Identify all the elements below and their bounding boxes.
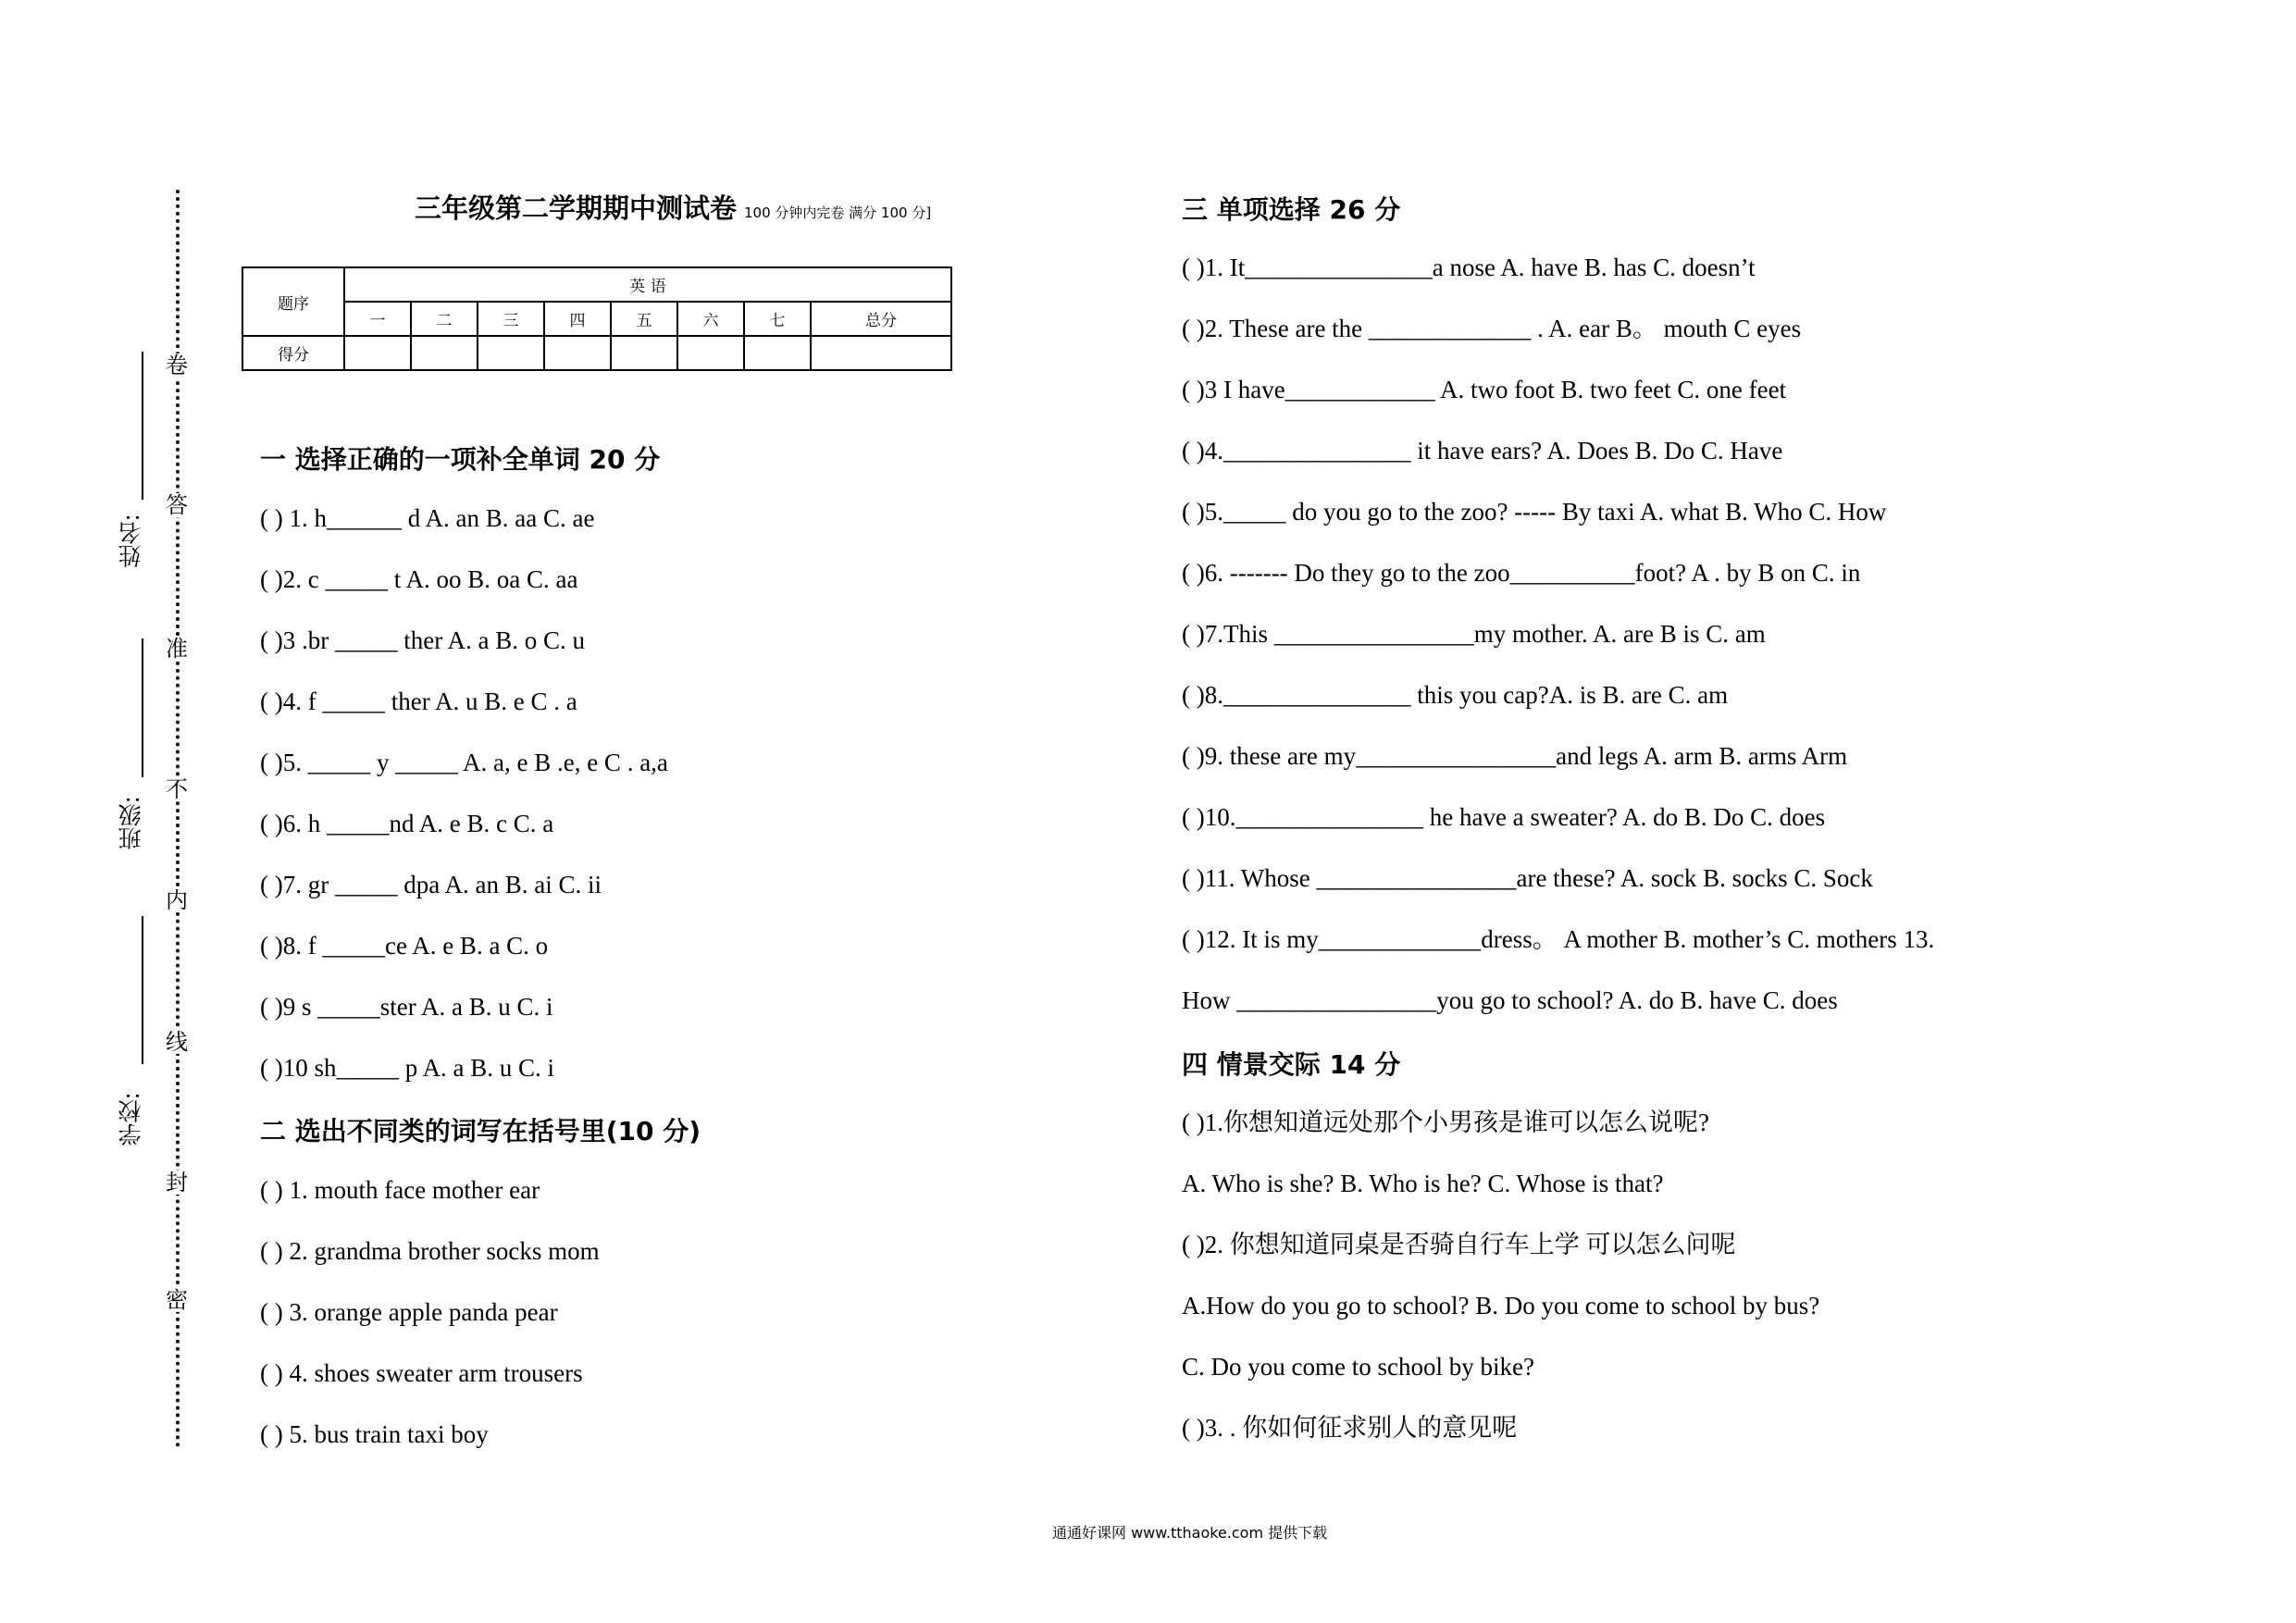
section3-item: ( )8._______________ this you cap?A. is B. are C. am xyxy=(1182,681,1729,709)
seal-char: 内 xyxy=(166,887,188,913)
section1-item: ( )8. f _____ce A. e B. a C. o xyxy=(260,932,549,960)
section3-item: How ________________you go to school? A. do B. have C. does xyxy=(1182,986,1838,1014)
seal-char: 不 xyxy=(166,776,188,802)
section2-heading: 二 选出不同类的词写在括号里(10 分) xyxy=(260,1116,701,1146)
section4-item: ( )1.你想知道远处那个小男孩是谁可以怎么说呢? xyxy=(1182,1109,1709,1136)
section3-item: ( )5._____ do you go to the zoo? ----- By taxi A. what B. Who C. How xyxy=(1182,498,1887,526)
section4-item: C. Do you come to school by bike? xyxy=(1182,1353,1534,1381)
section1-item: ( )10 sh_____ p A. a B. u C. i xyxy=(260,1054,555,1082)
section3-item: ( )10._______________ he have a sweater? A. do B. Do C. does xyxy=(1182,803,1826,831)
section3-item: ( )7.This ________________my mother. A. are B is C. am xyxy=(1182,620,1766,648)
section1-heading: 一 选择正确的一项补全单词 20 分 xyxy=(260,444,661,475)
section3-item: ( )4._______________ it have ears? A. Does B. Do C. Have xyxy=(1182,437,1783,465)
section1-item: ( ) 1. h______ d A. an B. aa C. ae xyxy=(260,504,595,532)
column-header: 一 xyxy=(344,302,411,336)
section4-heading: 四 情景交际 14 分 xyxy=(1182,1049,1401,1080)
section4-item: ( )3. . 你如何征求别人的意见呢 xyxy=(1182,1414,1518,1442)
column-header-total: 总分 xyxy=(811,302,951,336)
exam-title-note: 100 分钟内完卷 满分 100 分] xyxy=(744,204,932,221)
score-cell-total[interactable] xyxy=(811,336,951,370)
score-cell[interactable] xyxy=(478,336,544,370)
column-header: 六 xyxy=(677,302,744,336)
section2-item: ( ) 4. shoes sweater arm trousers xyxy=(260,1359,583,1387)
score-label-cell: 得分 xyxy=(242,336,344,370)
section1-item: ( )3 .br _____ ther A. a B. o C. u xyxy=(260,626,585,654)
seal-char: 答 xyxy=(166,492,188,518)
footer-credit: 通通好课网 www.tthaoke.com 提供下载 xyxy=(1052,1524,1328,1542)
section3-item: ( )6. ------- Do they go to the zoo__________foot? A . by B on C. in xyxy=(1182,559,1861,587)
binding-dotted-line xyxy=(176,190,180,1448)
seal-char: 卷 xyxy=(166,353,188,378)
section1-item: ( )4. f _____ ther A. u B. e C . a xyxy=(260,688,577,715)
section3-item: ( )12. It is my_____________dress。 A mother B. mother’s C. mothers 13. xyxy=(1182,925,1935,953)
section1-item: ( )2. c _____ t A. oo B. oa C. aa xyxy=(260,565,578,593)
score-cell[interactable] xyxy=(544,336,611,370)
section3-item: ( )11. Whose ________________are these? A. sock B. socks C. Sock xyxy=(1182,864,1873,892)
exam-title-main: 三年级第二学期期中测试卷 xyxy=(415,192,738,224)
section3-item: ( )9. these are my________________and legs A. arm B. arms Arm xyxy=(1182,742,1848,770)
section3-item: ( )2. These are the _____________ . A. ear B。 mouth C eyes xyxy=(1182,315,1802,342)
school-label: 学校: xyxy=(118,1092,144,1146)
section1-item: ( )9 s _____ster A. a B. u C. i xyxy=(260,993,553,1021)
score-cell[interactable] xyxy=(611,336,677,370)
exam-title xyxy=(415,188,931,226)
section1-item: ( )6. h _____nd A. e B. c C. a xyxy=(260,810,554,837)
section3-item: ( )3 I have____________ A. two foot B. two feet C. one feet xyxy=(1182,376,1787,403)
score-cell[interactable] xyxy=(744,336,811,370)
section4-item: A.How do you go to school? B. Do you come to school by bus? xyxy=(1182,1292,1820,1319)
section1-item: ( )5. _____ y _____ A. a, e B .e, e C . a,a xyxy=(260,749,668,776)
column-header: 五 xyxy=(611,302,677,336)
seal-char: 准 xyxy=(166,636,188,662)
name-fill-line xyxy=(142,352,143,500)
seal-char: 封 xyxy=(166,1170,188,1196)
section3-heading: 三 单项选择 26 分 xyxy=(1182,194,1401,225)
class-fill-line xyxy=(142,638,143,777)
subject-cell: 英 语 xyxy=(344,267,951,302)
section2-item: ( ) 3. orange apple panda pear xyxy=(260,1298,558,1326)
seal-char: 线 xyxy=(166,1029,188,1055)
section2-item: ( ) 1. mouth face mother ear xyxy=(260,1176,540,1204)
section3-item: ( )1. It_______________a nose A. have B. has C. doesn’t xyxy=(1182,254,1756,281)
section4-item: A. Who is she? B. Who is he? C. Whose is that? xyxy=(1182,1170,1664,1197)
column-header: 七 xyxy=(744,302,811,336)
section4-item: ( )2. 你想知道同桌是否骑自行车上学 可以怎么问呢 xyxy=(1182,1231,1736,1258)
class-label: 班级: xyxy=(118,796,144,850)
score-cell[interactable] xyxy=(677,336,744,370)
name-label: 姓名: xyxy=(118,514,144,568)
column-header: 三 xyxy=(478,302,544,336)
section2-item: ( ) 5. bus train taxi boy xyxy=(260,1420,489,1448)
row-header-cell: 题序 xyxy=(242,267,344,336)
seal-char: 密 xyxy=(166,1287,188,1313)
section1-item: ( )7. gr _____ dpa A. an B. ai C. ii xyxy=(260,871,602,898)
score-table xyxy=(242,266,952,371)
school-fill-line xyxy=(142,916,143,1064)
score-cell[interactable] xyxy=(411,336,478,370)
score-cell[interactable] xyxy=(344,336,411,370)
column-header: 二 xyxy=(411,302,478,336)
column-header: 四 xyxy=(544,302,611,336)
section2-item: ( ) 2. grandma brother socks mom xyxy=(260,1237,600,1265)
